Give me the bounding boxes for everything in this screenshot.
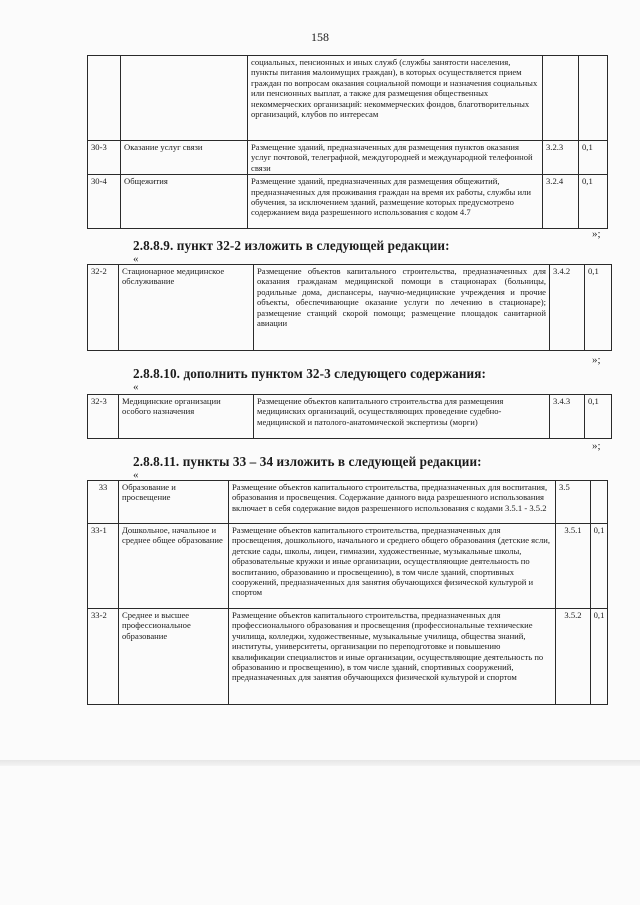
cell-description: Размещение объектов капитального строительства, предназначенных для просвещения, дошкольного, начального и среднего общего образования (детские ясли, детские сады, школы, лицеи, гимназии, художественные, музыкальные школы, образовательные кружки и иные организации, осуществляющие деятельность по воспитанию, образованию и просвещению), в том числе зданий, спортивных сооружений, предназначенных для занятия обучающихся физической культурой и спортом [229,524,556,609]
table-row [88,56,608,141]
cell-value: 0,1 [579,141,608,175]
cell-name: Оказание услуг связи [121,141,248,175]
cell-code-number: 3.2.4 [543,175,579,229]
cell-description: Размещение объектов капитального строительства, предназначенных для оказания гражданам медицинской помощи в стационарах (больницы, родильные дома, диспансеры, научно-медицинские учреждения и прочие объекты, обеспечивающие оказание услуги по лечению в стационаре); размещение станций скорой помощи; размещение площадок санитарной авиации [254,265,550,351]
cell-name: Общежития [121,175,248,229]
table-32-3 [87,394,612,439]
table-row [88,265,612,351]
cell-value: 0,1 [591,609,608,705]
cell-code: 33-1 [88,524,119,609]
section-heading: 2.8.8.9. пункт 32-2 изложить в следующей редакции: [133,238,450,253]
cell-name: Образование и просвещение [119,481,229,524]
cell-value: 0,1 [579,175,608,229]
cell-code-number: 3.5 [556,481,591,524]
section-heading: 2.8.8.11. пункты 33 – 34 изложить в следующей редакции: [133,454,482,469]
cell-name [121,56,248,141]
table-row [88,524,608,609]
cell-code-number: 3.5.1 [556,524,591,609]
cell-code-number: 3.5.2 [556,609,591,705]
table-row [88,481,608,524]
cell-code: 33-2 [88,609,119,705]
scan-edge [0,760,640,766]
cell-name: Дошкольное, начальное и среднее общее образование [119,524,229,609]
table-33-34 [87,480,608,705]
page-number: 158 [311,30,329,44]
opening-quote: « [133,469,139,481]
cell-code-number: 3.2.3 [543,141,579,175]
cell-description: социальных, пенсионных и иных служб (службы занятости населения, пункты питания малоимущих граждан), в которых осуществляется прием граждан по вопросам оказания социальной помощи и назначения социальных или пенсионных выплат, а также для размещения общественных некоммерческих организаций: некоммерческих фондов, благотворительных организаций, клубов по интересам [248,56,543,141]
closing-quote: »; [592,228,601,240]
cell-value [591,481,608,524]
cell-code: 30-3 [88,141,121,175]
table-row [88,395,612,439]
table-continuation [87,55,608,229]
cell-value: 0,1 [585,395,612,439]
cell-name: Медицинские организации особого назначения [119,395,254,439]
table-row [88,175,608,229]
cell-value: 0,1 [591,524,608,609]
cell-code: 33 [88,481,119,524]
cell-code-number [543,56,579,141]
cell-code-number: 3.4.2 [550,265,585,351]
table-row [88,609,608,705]
cell-description: Размещение объектов капитального строительства, предназначенных для профессионального образования и просвещения (профессиональные технические училища, колледжи, художественные, музыкальные училища, общества знаний, институты, университеты, организации по переподготовке и повышению квалификации специалистов и иные организации, осуществляющие деятельность по образованию и просвещению), в том числе зданий, спортивных сооружений, предназначенных для занятия обучающихся физической культурой и спортом [229,609,556,705]
table-row [88,141,608,175]
cell-code: 32-2 [88,265,119,351]
cell-description: Размещение зданий, предназначенных для размещения пунктов оказания услуг почтовой, телеграфной, междугородней и международной телефонной связи [248,141,543,175]
cell-code: 30-4 [88,175,121,229]
cell-code: 32-3 [88,395,119,439]
section-heading: 2.8.8.10. дополнить пунктом 32-3 следующего содержания: [133,366,486,381]
opening-quote: « [133,381,139,393]
cell-name: Среднее и высшее профессиональное образование [119,609,229,705]
opening-quote: « [133,253,139,265]
cell-description: Размещение объектов капитального строительства для размещения медицинских организаций, осуществляющих проведение судебно-медицинской и патолого-анатомической экспертизы (морги) [254,395,550,439]
cell-description: Размещение объектов капитального строительства, предназначенных для воспитания, образования и просвещения. Содержание данного вида разрешенного использования включает в себя содержание видов разрешенного использования с кодами 3.5.1 - 3.5.2 [229,481,556,524]
table-32-2 [87,264,612,351]
closing-quote: »; [592,440,601,452]
cell-code-number: 3.4.3 [550,395,585,439]
cell-description: Размещение зданий, предназначенных для размещения общежитий, предназначенных для проживания граждан на время их работы, службы или обучения, за исключением зданий, размещение которых предусмотрено содержанием вида разрешенного использования с кодом 4.7 [248,175,543,229]
cell-name: Стационарное медицинское обслуживание [119,265,254,351]
cell-value [579,56,608,141]
closing-quote: »; [592,354,601,366]
cell-value: 0,1 [585,265,612,351]
cell-code [88,56,121,141]
